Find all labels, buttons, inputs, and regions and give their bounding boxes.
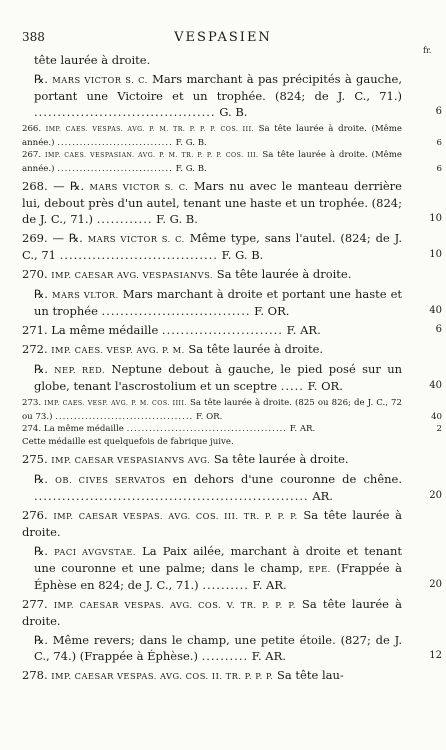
entry-text: ℞. MARS VICTOR S. C. Mars marchant à pas précipités à gauche, portant une Victoire et un trophée. (824; de J. C., 71.) ....................................... G. B. xyxy=(34,72,402,119)
entry-text: Cette médaille est quelquefois de fabrique juive. xyxy=(22,436,234,447)
entry-text: 266. IMP. CAES. VESPAS. AVG. P. M. TR. P. P. P. COS. III. Sa tête laurée à droite. (Même année.) ............................... F. G. B. xyxy=(22,124,402,148)
entry-value: 6 xyxy=(436,137,442,148)
entry-text: ℞. OB. CIVES SERVATOS en dehors d'une couronne de chêne. ........................................................... AR. xyxy=(34,472,402,503)
entry-text: tête laurée à droite. xyxy=(34,53,151,67)
entry-text: ℞. PACI AVGVSTAE. La Paix ailée, marchant à droite et tenant une couronne et une palme; dans le champ, EPE. (Frappée à Éphèse en 824; de J. C., 71.) .......... F. AR. xyxy=(34,544,402,592)
catalog-entry xyxy=(22,667,402,684)
entry-value: 6 xyxy=(435,106,442,117)
catalog-entry xyxy=(22,423,442,436)
entry-value: 40 xyxy=(431,411,442,422)
entry-value: 12 xyxy=(429,650,442,661)
entry-text: 278. IMP. CAESAR VESPAS. AVG. COS. II. TR. P. P. P. Sa tête lau- xyxy=(22,668,344,682)
entry-value: 10 xyxy=(429,249,442,260)
entry-text: 272. IMP. CAES. VESP. AVG. P. M. Sa tête laurée à droite. xyxy=(22,342,324,356)
catalog-entry xyxy=(22,71,442,120)
page-title: VESPASIEN xyxy=(174,30,272,45)
page-number: 388 xyxy=(22,30,45,44)
margin-note: fr. xyxy=(423,46,432,55)
entry-value: 20 xyxy=(429,490,442,501)
entry-text: 267. IMP. CAES. VESPASIAN. AVG. P. M. TR. P. P. P. COS. III. Sa tête laurée à droite. (Même année.) ............................... F. G. B. xyxy=(22,150,402,174)
page-header xyxy=(0,30,446,55)
catalog-entry xyxy=(22,341,402,358)
catalog-entry xyxy=(22,123,442,149)
catalog-entry xyxy=(22,397,442,423)
catalog-entry xyxy=(22,266,402,283)
catalog-entry xyxy=(22,361,442,394)
entry-value: 40 xyxy=(429,380,442,391)
catalog-entry xyxy=(22,436,402,449)
entry-value: 6 xyxy=(435,324,442,335)
catalog-entry xyxy=(22,632,442,664)
entry-value: 20 xyxy=(429,579,442,590)
catalog-body xyxy=(22,52,442,687)
catalog-entry xyxy=(22,230,442,263)
entry-text: 271. La même médaille .......................... F. AR. xyxy=(22,323,321,337)
entry-text: 274. La même médaille ........................................... F. AR. xyxy=(22,424,316,434)
entry-value: 2 xyxy=(436,424,442,434)
entry-value: 10 xyxy=(429,213,442,224)
entry-text: 268. — ℞. MARS VICTOR S. C. Mars nu avec le manteau derrière lui, debout près d'un autel, tenant une haste et un trophée. (824; de J. C., 71.) ............ F. G. B. xyxy=(22,179,402,226)
entry-value: 6 xyxy=(436,163,442,174)
catalog-entry xyxy=(22,543,442,593)
entry-text: 273. IMP. CAES. VESP. AVG. P. M. COS. IIII. Sa tête laurée à droite. (825 ou 826; de J. C., 72 ou 73.) ..................................... F. OR. xyxy=(22,398,402,422)
entry-text: 275. IMP. CAESAR VESPASIANVS AVG. Sa tête laurée à droite. xyxy=(22,452,349,466)
catalog-entry xyxy=(22,149,442,175)
catalog-entry xyxy=(22,286,442,319)
entry-text: 270. IMP. CAESAR AVG. VESPASIANVS. Sa tête laurée à droite. xyxy=(22,267,352,281)
catalog-entry xyxy=(22,507,402,540)
catalog-entry xyxy=(22,596,402,629)
entry-text: 277. IMP. CAESAR VESPAS. AVG. COS. V. TR. P. P. P. Sa tête laurée à droite. xyxy=(22,597,402,628)
entry-value: 40 xyxy=(429,305,442,316)
entry-text: ℞. NEP. RED. Neptune debout à gauche, le pied posé sur un globe, tenant l'ascrostolium et un sceptre ..... F. OR. xyxy=(34,362,403,393)
catalog-entry xyxy=(22,52,402,68)
catalog-entry xyxy=(22,471,442,504)
entry-text: ℞. MARS VLTOR. Mars marchant à droite et portant une haste et un trophée ................................ F. OR. xyxy=(34,287,402,318)
entry-text: 276. IMP. CAESAR VESPAS. AVG. COS. III. TR. P. P. P. Sa tête laurée à droite. xyxy=(22,508,402,539)
entry-text: ℞. Même revers; dans le champ, une petite étoile. (827; de J. C., 74.) (Frappée à Éphèse.) .......... F. AR. xyxy=(34,633,402,663)
catalog-entry xyxy=(22,178,442,227)
catalog-entry xyxy=(22,322,442,338)
entry-text: 269. — ℞. MARS VICTOR S. C. Même type, sans l'autel. (824; de J. C., 71 .................................. F. G. B. xyxy=(22,231,402,262)
catalog-entry xyxy=(22,451,402,468)
